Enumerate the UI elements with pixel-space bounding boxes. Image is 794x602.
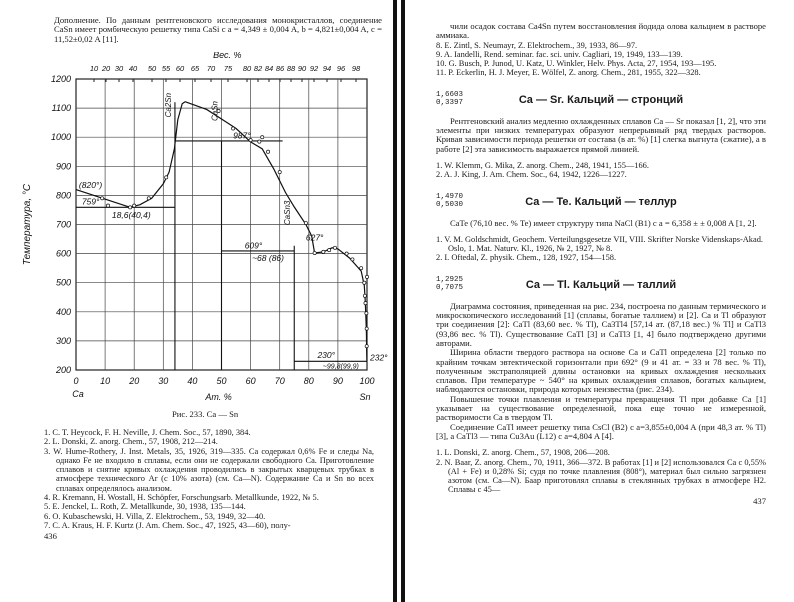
x-axis-tick-label: 100 bbox=[359, 376, 375, 386]
top-axis-tick-label: 75 bbox=[223, 64, 233, 73]
section-header-ca-tl bbox=[436, 276, 766, 296]
compound-label-ca2sn: Ca2Sn bbox=[163, 92, 173, 118]
reference: 1. L. Donski, Z. anorg. Chem., 57, 1908, 206—208. bbox=[436, 448, 610, 458]
ratio-a: 1,4970 bbox=[436, 192, 464, 201]
annotation-label: 627° bbox=[305, 232, 324, 243]
phase-diagram bbox=[0, 52, 392, 404]
section-title-ca-tl: Ca — Tl. Кальций — таллий bbox=[525, 278, 677, 291]
data-point bbox=[165, 176, 168, 179]
reference: 1. C. T. Heycock, F. H. Neville, J. Chem. Soc., 57, 1890, 384. bbox=[44, 428, 251, 437]
top-axis-tick-label: 94 bbox=[322, 64, 332, 73]
section-title-ca-sr: Ca — Sr. Кальций — стронций bbox=[518, 93, 684, 106]
section-paragraph: Повышение точки плавления и температуры превращения Tl при добавке Ca [1] указывает на существование определенной, пока еще точно не измеренной, растворимости Ca в твердом Tl. bbox=[436, 393, 766, 423]
y-axis-tick-label: 200 bbox=[55, 365, 71, 375]
data-point bbox=[278, 171, 281, 174]
data-point bbox=[133, 204, 136, 207]
reference: 4. R. Kremann, H. Wostall, H. Schöpfer, Forschungsarb. Metallkunde, 1922, № 5. bbox=[44, 493, 319, 503]
y-axis-label: Температура, °С bbox=[22, 183, 33, 266]
compound-label-casn3: CaSn3 bbox=[283, 200, 293, 226]
section-references bbox=[436, 448, 766, 494]
annotation-label: 759° bbox=[81, 196, 100, 207]
data-point bbox=[360, 267, 363, 270]
annotation-label: 232° bbox=[370, 352, 388, 363]
y-axis-tick-label: 800 bbox=[55, 190, 71, 201]
data-point bbox=[365, 275, 368, 278]
x-axis-tick-label: 80 bbox=[303, 376, 314, 386]
section-paragraph: Диаграмма состояния, приведенная на рис. 234, построена по данным термического и микроскопического исследований [1] (сплавы, богатые таллием) и [2]. Ca и Tl образуют три соединения [2]: CaTl (83,60 вес. % Tl), Ca3Tl4 [57,14 ат. (87,18 вес.) % Tl] и CaTl3 (93,86 вес. % Tl). Существование CaTl [3] и CaTl3 [1, 4] было подтверждено другими авторами. bbox=[436, 300, 766, 348]
top-axis-tick-label: 70 bbox=[206, 64, 216, 73]
reference: 2. L. Donski, Z. anorg. Chem., 57, 1908, 212—214. bbox=[44, 437, 218, 447]
data-point bbox=[106, 204, 109, 207]
ratio-b: 0,3397 bbox=[436, 98, 464, 107]
top-axis-tick-label: 65 bbox=[190, 64, 200, 73]
top-axis-tick-label: 80 bbox=[242, 64, 252, 73]
ratio-a: 1,2925 bbox=[436, 275, 464, 284]
y-axis-tick-label: 900 bbox=[55, 161, 71, 172]
top-axis-tick-label: 86 bbox=[275, 64, 285, 73]
addendum-paragraph: Дополнение. По данным рентгеновского исследования монокристаллов, соединение CaSn имеет ромбическую решетку типа CaSi с a = 4,349 ± 0,004 A, b = 4,821±0,004 A, c = 11,52±0,02 A [11]. bbox=[54, 15, 382, 44]
data-point bbox=[313, 251, 316, 254]
top-axis-tick-label: 88 bbox=[286, 64, 296, 73]
annotation-label: 230° bbox=[317, 349, 336, 360]
data-point bbox=[363, 281, 366, 284]
x-axis-right-element: Sn bbox=[359, 392, 371, 402]
annotation-label: 987° bbox=[233, 130, 251, 141]
data-point bbox=[365, 327, 368, 330]
data-point bbox=[328, 249, 331, 252]
x-axis-label: Ат. % bbox=[205, 392, 232, 402]
data-point bbox=[258, 140, 261, 143]
x-axis-tick-label: 40 bbox=[187, 376, 198, 386]
x-axis-tick-label: 10 bbox=[100, 376, 111, 386]
ratio-b: 0,7075 bbox=[436, 283, 464, 292]
data-point bbox=[322, 250, 325, 253]
liquidus-curve bbox=[130, 102, 185, 208]
reference: 2. A. J. King, J. Am. Chem. Soc., 64, 1942, 1226—1227. bbox=[436, 170, 627, 180]
top-axis-tick-label: 96 bbox=[336, 64, 346, 73]
right-page bbox=[436, 22, 766, 506]
x-axis-tick-label: 20 bbox=[129, 376, 140, 386]
x-axis-tick-label: 50 bbox=[216, 376, 227, 386]
page-gutter-right bbox=[401, 0, 405, 602]
section-paragraph: Ширина области твердого раствора на основе Ca и CaTl определена [2] только по крайним точкам эвтектической горизонтали при 692° (9 и 41 ат. = 33 и 78 вес. % Tl), полученным экстраполяцией длины остановки на кривых охлаждения нескольких сплавов. При температуре ~ 540° на кривых охлаждения сплавов, богатых кальцием, наблюдаются остановки, природа которых неизвестна (рис. 234). bbox=[436, 347, 766, 395]
top-axis-tick-label: 40 bbox=[128, 64, 138, 73]
top-axis-tick-label: 60 bbox=[175, 64, 185, 73]
reference: 3. W. Hume-Rothery, J. Inst. Metals, 35, 1926, 319—335. Ca содержал 0,6% Fe и следы Na, однако Fe не входило в сплавы, если они не содержали свободного Ca. Приготовление сплавов и снятие кривых охлаждения проводились в закрытых кварцевых трубках в атмосфере технического Ar (с 10% азота) (см. Ca—N). Содержание Ca и Sn во всех сплавах определялось анализом. bbox=[44, 446, 374, 493]
reference: 7. C. A. Kraus, H. F. Kurtz (J. Am. Chem. Soc., 47, 1925, 43—60), полу- bbox=[44, 520, 291, 530]
data-point bbox=[266, 150, 269, 153]
y-axis-tick-label: 1000 bbox=[50, 132, 71, 143]
reference: 9. A. Iandelli, Rend. seminar. fac. sci. univ. Cagliari, 19, 1949, 133—139. bbox=[436, 49, 683, 59]
data-point bbox=[364, 301, 367, 304]
data-point bbox=[363, 294, 366, 297]
data-point bbox=[261, 136, 264, 139]
figure-caption: Рис. 233. Ca — Sn bbox=[172, 409, 239, 419]
y-axis-tick-label: 1100 bbox=[51, 103, 71, 114]
x-axis-tick-label: 70 bbox=[274, 376, 285, 386]
page-number-left: 436 bbox=[44, 531, 57, 542]
top-axis-tick-label: 20 bbox=[101, 64, 111, 73]
ratio-b: 0,5030 bbox=[436, 200, 464, 209]
annotation-label: 18,6(40,4) bbox=[111, 210, 151, 221]
top-axis-tick-label: 84 bbox=[264, 64, 274, 73]
top-axis-tick-label: 10 bbox=[89, 64, 99, 73]
top-axis-tick-label: 55 bbox=[161, 64, 171, 73]
data-point bbox=[345, 252, 348, 255]
x-axis-tick-label: 90 bbox=[332, 376, 343, 386]
data-point bbox=[333, 246, 336, 249]
section-references bbox=[436, 235, 766, 263]
left-references bbox=[44, 428, 374, 541]
annotation-label: (820°) bbox=[78, 180, 103, 191]
data-point bbox=[147, 197, 150, 200]
y-axis-tick-label: 300 bbox=[55, 335, 71, 346]
annotation-label: ~68 (86) bbox=[252, 252, 285, 263]
top-axis-tick-label: 50 bbox=[147, 64, 157, 73]
annotation-label: ~99,8(99,9) bbox=[322, 363, 359, 371]
x-axis-left-element: Ca bbox=[72, 389, 84, 399]
annotation-label: 609° bbox=[244, 240, 263, 251]
compound-label-casn: CaSn bbox=[210, 101, 220, 122]
top-axis-tick-label: 30 bbox=[114, 64, 124, 73]
data-point bbox=[351, 258, 354, 261]
y-axis-tick-label: 400 bbox=[55, 306, 71, 317]
ratio-a: 1,6603 bbox=[436, 90, 464, 99]
x-axis-tick-label: 30 bbox=[158, 376, 169, 386]
page-number-right: 437 bbox=[753, 495, 766, 506]
x-axis-tick-label: 60 bbox=[245, 376, 256, 386]
data-point bbox=[129, 206, 132, 209]
reference: 1. W. Klemm, G. Mika, Z. anorg. Chem., 248, 1941, 155—166. bbox=[436, 160, 649, 170]
reference: 6. O. Kubaschewski, H. Villa, Z. Elektrochem., 53, 1949, 32—40. bbox=[44, 511, 266, 521]
reference: 8. E. Zintl, S. Neumayr, Z. Elektrochem., 39, 1933, 86—97. bbox=[436, 40, 638, 50]
reference: 1. V. M. Goldschmidt, Geochem. Verteilungsgesetze VII, VIII. Skrifter Norske Videnskaps-Akad. Oslo, 1. Mat. Naturv. Kl., 1926, № 2, 1927, № 8. bbox=[436, 234, 763, 254]
data-point bbox=[304, 221, 307, 224]
section-title-ca-te: Ca — Te. Кальций — теллур bbox=[525, 195, 677, 208]
y-axis-tick-label: 600 bbox=[55, 248, 71, 259]
reference: 2. I. Oftedal, Z. physik. Chem., 128, 1927, 154—158. bbox=[436, 253, 617, 263]
section-references bbox=[436, 161, 766, 180]
reference: 10. G. Busch, P. Junod, U. Katz, U. Winkler, Helv. Phys. Acta, 27, 1954, 193—195. bbox=[436, 59, 717, 69]
section-header-ca-sr bbox=[436, 91, 766, 111]
data-point bbox=[232, 127, 235, 130]
section-paragraph: Рентгеновский анализ медленно охлажденных сплавов Ca — Sr показал [1, 2], что эти элементы при низких температурах образуют непрерывный ряд твердых растворов. Кривая зависимости периода решетки от состава (в ат. %) [1] слегка выгнута (сжатие), а в работе [2] эта зависимость выражается прямой линией. bbox=[436, 115, 766, 154]
top-axis-tick-label: 92 bbox=[309, 64, 319, 73]
y-axis-tick-label: 700 bbox=[55, 219, 71, 230]
reference: 5. E. Jenckel, L. Roth, Z. Metallkunde, 30, 1938, 135—144. bbox=[44, 502, 246, 512]
data-point bbox=[365, 345, 368, 348]
reference: 11. P. Eckerlin, H. J. Meyer, E. Wölfel, Z. anorg. Chem., 281, 1955, 322—328. bbox=[436, 68, 701, 78]
y-axis-tick-label: 500 bbox=[55, 277, 71, 288]
data-point bbox=[365, 312, 368, 315]
top-axis-label: Вес. % bbox=[213, 52, 242, 60]
continuation-text: чили осадок состава Ca4Sn путем восстановления йодида олова кальцием в растворе аммиака. bbox=[436, 21, 766, 41]
top-axis-tick-label: 82 bbox=[253, 64, 263, 73]
section-paragraph: CaTe (76,10 вес. % Te) имеет структуру типа NaCl (B1) с a = 6,358 ± ± 0,008 A [1, 2]. bbox=[450, 217, 757, 228]
y-axis-tick-label: 1200 bbox=[50, 74, 71, 84]
x-axis-tick-label: 0 bbox=[73, 376, 79, 386]
section-paragraph: Соединение CaTl имеет решетку типа CsCl (B2) с a=3,855±0,004 A (при 48,3 ат. % Tl) [3], а CaTl3 — типа Cu3Au (L12) с a=4,804 A [4]. bbox=[436, 421, 766, 441]
top-axis-tick-label: 98 bbox=[351, 64, 361, 73]
data-point bbox=[101, 197, 104, 200]
section-header-ca-te bbox=[436, 193, 766, 213]
page-gutter-left bbox=[393, 0, 397, 602]
reference: 2. N. Baar, Z. anorg. Chem., 70, 1911, 366—372. В работах [1] и [2] использовался Ca с 0,55% (Al + Fe) и 0,28% Si; судя по точке плавления (808°), материал был сильно загрязнен азотом (см. Ca—N). Баар приготовлял сплавы в стеклянных трубках в атмосфере H2. Сплавы с 45— bbox=[436, 457, 766, 495]
top-axis-tick-label: 90 bbox=[297, 64, 307, 73]
